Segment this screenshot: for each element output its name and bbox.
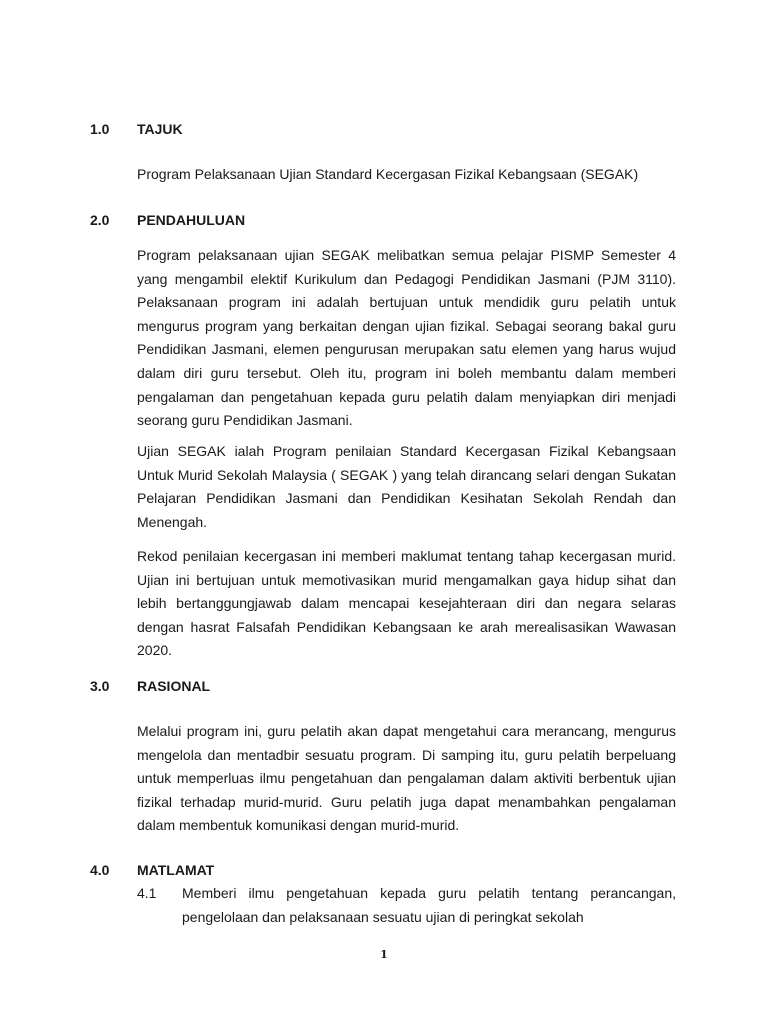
section-heading-pendahuluan [90,211,245,229]
tajuk-paragraph: Program Pelaksanaan Ujian Standard Kecergasan Fizikal Kebangsaan (SEGAK) [137,166,639,182]
matlamat-item [137,882,676,929]
rasional-paragraph: Melalui program ini, guru pelatih akan dapat mengetahui cara merancang, mengurus mengelola dan mentadbir sesuatu program. Di samping itu, guru pelatih berpeluang untuk memperluas ilmu pengetahuan dan pengalaman dalam aktiviti berbentuk ujian fizikal terhadap murid-murid. Guru pelatih juga dapat menambahkan pengalaman dalam membentuk komunikasi dengan murid-murid. [137,723,676,834]
item-number: 4.1 [137,885,157,901]
section-number: 3.0 [90,678,110,694]
section-title: PENDAHULUAN [137,212,246,228]
section-heading-tajuk [90,120,183,138]
page-number: 1 [380,948,388,961]
section-heading-matlamat [90,861,214,879]
pendahuluan-paragraph-2: Ujian SEGAK ialah Program penilaian Standard Kecergasan Fizikal Kebangsaan Untuk Murid Sekolah Malaysia ( SEGAK ) yang telah dirancang selari dengan Sukatan Pelajaran Pendidikan Jasmani dan Pendidikan Kesihatan Sekolah Rendah dan Menengah. [137,443,676,530]
pendahuluan-paragraph-3: Rekod penilaian kecergasan ini memberi maklumat tentang tahap kecergasan murid. Ujian ini bertujuan untuk memotivasikan murid mengamalkan gaya hidup sihat dan lebih bertanggungjawab dalam mencapai kesejahteraan diri dan negara selaras dengan hasrat Falsafah Pendidikan Kebangsaan ke arah merealisasikan Wawasan 2020. [137,548,676,659]
section-title: MATLAMAT [137,862,215,878]
section-title: TAJUK [137,121,183,137]
pendahuluan-paragraph-1: Program pelaksanaan ujian SEGAK melibatkan semua pelajar PISMP Semester 4 yang mengambil elektif Kurikulum dan Pedagogi Pendidikan Jasmani (PJM 3110). Pelaksanaan program ini adalah bertujuan untuk mendidik guru pelatih untuk mengurus program yang berkaitan dengan ujian fizikal. Sebagai seorang bakal guru Pendidikan Jasmani, elemen pengurusan merupakan satu elemen yang harus wujud dalam diri guru tersebut. Oleh itu, program ini boleh membantu dalam memberi pengalaman dan pengetahuan kepada guru pelatih dalam menyiapkan diri menjadi seorang guru Pendidikan Jasmani. [137,247,676,429]
section-heading-rasional [90,677,210,695]
section-number: 1.0 [90,121,110,137]
section-title: RASIONAL [137,678,211,694]
item-text: Memberi ilmu pengetahuan kepada guru pelatih tentang perancangan, pengelolaan dan pelaksanaan sesuatu ujian di peringkat sekolah [182,885,676,925]
section-number: 2.0 [90,212,110,228]
section-number: 4.0 [90,862,110,878]
